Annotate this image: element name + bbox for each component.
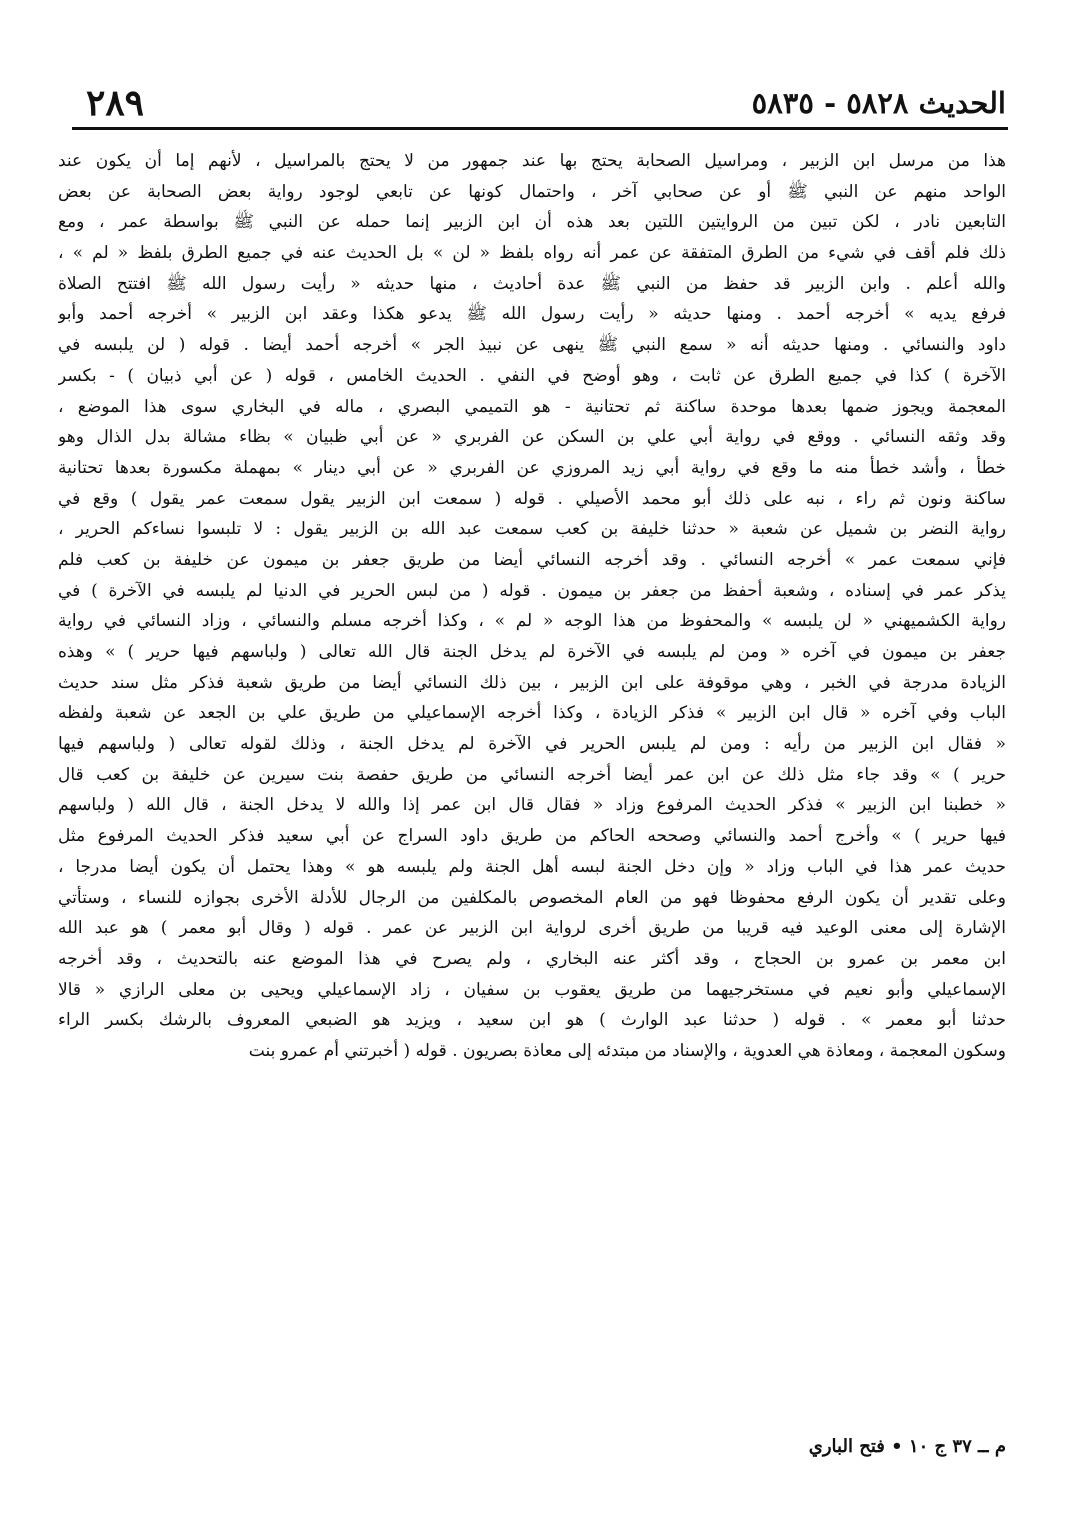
- text-line: حرير ) » وقد جاء مثل ذلك عن ابن عمر أيضا أخرجه النسائي من طريق حفصة بنت سيرين عن خليفة بن كعب قال: [58, 764, 1006, 785]
- text-line: رواية الكشميهني « لن يلبسه » والمحفوظ من هذا الوجه « لم » ، وكذا أخرجه مسلم والنسائي ، وزاد النسائي في رواية: [58, 611, 1006, 632]
- text-line: يذكر عمر في إسناده ، وشعبة أحفظ من جعفر بن ميمون . قوله ( من لبس الحرير في الدنيا لم يلبسه في الآخرة ) في: [58, 580, 1006, 601]
- text-line: والله أعلم . وابن الزبير قد حفظ من النبي ﷺ عدة أحاديث ، منها حديثه « رأيت رسول الله ﷺ افتتح الصلاة: [58, 273, 1006, 294]
- text-line: خطأ ، وأشد خطأ منه ما وقع في رواية أبي زيد المروزي عن الفربري « عن أبي دينار » بمهملة مكسورة بعدها تحتانية: [58, 457, 1006, 478]
- text-line: جعفر بن ميمون في آخره « ومن لم يلبسه في الآخرة لم يدخل الجنة قال الله تعالى ( ولباسهم فيها حرير ) » وهذه: [58, 642, 1006, 662]
- text-line: هذا من مرسل ابن الزبير ، ومراسيل الصحابة يحتج بها عند جمهور من لا يحتج بالمراسيل ، لأنهم إما أن يكون عند: [58, 151, 1006, 171]
- text-line: وسكون المعجمة ، ومعاذة هي العدوية ، والإسناد من مبتدئه إلى معاذة بصريون . قوله ( أخبرتني أم عمرو بنت: [248, 1040, 1006, 1061]
- text-line: فرفع يديه » أخرجه أحمد . ومنها حديثه « رأيت رسول الله ﷺ يدعو هكذا وعقد ابن الزبير » أخرجه أحمد وأبو: [58, 304, 1006, 325]
- text-line: ساكنة ونون ثم راء ، نبه على ذلك أبو محمد الأصيلي . قوله ( سمعت ابن الزبير يقول سمعت عمر يقول ) وقع في: [58, 488, 1006, 509]
- signature-mark: م ــ ٣٧ ج ١٠ • فتح الباري: [808, 1436, 1006, 1457]
- header-rule: [72, 127, 1008, 130]
- text-line: حديث عمر هذا في الباب وزاد « وإن دخل الجنة لبسه أهل الجنة ولم يلبسه هو » وهذا يحتمل أن يكون أيضا مدرجا ،: [58, 856, 1006, 877]
- text-line: ابن معمر بن عمرو بن الحجاج ، وقد أكثر عنه البخاري ، ولم يصرح في هذا الموضع عنه بالتحديث ، وقد أخرجه: [58, 948, 1006, 969]
- text-line: الإشارة إلى معنى الوعيد فيه قريبا من طريق أخرى لرواية ابن الزبير عن عمر . قوله ( وقال أبو معمر ) هو عبد الله: [58, 918, 1006, 939]
- text-line: رواية النضر بن شميل عن شعبة « حدثنا خليفة بن كعب سمعت عبد الله بن الزبير يقول : لا تلبسوا نساءكم الحرير ،: [58, 519, 1006, 540]
- page-number: ٢٨٩: [86, 82, 145, 124]
- text-line: داود والنسائي . ومنها حديثه أنه « سمع النبي ﷺ ينهى عن نبيذ الجر » أخرجه أحمد أيضا . قوله ( لن يلبسه في: [58, 335, 1006, 356]
- body-text: [58, 146, 1006, 1067]
- page-footer: [60, 1432, 1006, 1462]
- text-line: الإسماعيلي وأبو نعيم في مستخرجيهما من طريق يعقوب بن سفيان ، زاد الإسماعيلي ويحيى بن معلى الرازي « قالا: [58, 979, 1006, 1000]
- text-line: التابعين نادر ، لكن تبين من الروايتين اللتين بعد هذه أن ابن الزبير إنما حمله عن النبي ﷺ بواسطة عمر ، ومع: [58, 212, 1006, 233]
- page-header: [74, 82, 1006, 126]
- text-line: ذلك فلم أقف في شيء من الطرق المتفقة عن عمر أنه رواه بلفظ « لن » بل الحديث عنه في جميع الطرق بلفظ « لم » ،: [58, 243, 1006, 264]
- text-line: المعجمة ويجوز ضمها بعدها موحدة ساكنة ثم تحتانية - هو التميمي البصري ، ماله في البخاري سوى هذا الموضع ،: [58, 396, 1006, 417]
- text-line: فإني سمعت عمر » أخرجه النسائي . وقد أخرجه النسائي أيضا من طريق جعفر بن ميمون عن خليفة بن كعب فلم: [58, 549, 1006, 570]
- text-line: الباب وفي آخره « قال ابن الزبير » فذكر الزيادة ، وكذا أخرجه الإسماعيلي من طريق علي بن الجعد عن شعبة ولفظه: [58, 703, 1006, 724]
- text-line: « فقال ابن الزبير من رأيه : ومن لم يلبس الحرير في الآخرة لم يدخل الجنة ، وذلك لقوله تعالى ( ولباسهم فيها: [58, 734, 1006, 755]
- text-line: وعلى تقدير أن يكون الرفع محفوظا فهو من العام المخصوص بالمكلفين من الرجال للأدلة الأخرى بجوازه للنساء ، وستأتي: [58, 887, 1006, 908]
- text-line: فيها حرير ) » وأخرج أحمد والنسائي وصححه الحاكم من طريق داود السراج عن أبي سعيد فذكر الحديث المرفوع مثل: [58, 826, 1006, 847]
- running-head: الحديث ٥٨٢٨ - ٥٨٣٥: [751, 86, 1006, 120]
- text-line: الآخرة ) كذا في جميع الطرق عن ثابت ، وهو أوضح في النفي . الحديث الخامس ، قوله ( عن أبي ذبيان ) - بكسر: [58, 365, 1006, 386]
- text-line: الواحد منهم عن النبي ﷺ أو عن صحابي آخر ، واحتمال كونها عن تابعي لوجود رواية بعض الصحابة عن بعض: [58, 181, 1006, 202]
- text-line: وقد وثقه النسائي . ووقع في رواية أبي علي بن السكن عن الفربري « عن أبي ظبيان » بظاء مشالة بدل الذال وهو: [58, 427, 1006, 448]
- text-line: « خطبنا ابن الزبير » فذكر الحديث المرفوع وزاد « فقال قال ابن عمر إذا والله لا يدخل الجنة ، قال الله ( ولباسهم: [58, 795, 1006, 816]
- text-line: الزيادة مدرجة في الخبر ، وهي موقوفة على ابن الزبير ، بين ذلك النسائي أيضا من طريق شعبة فذكر مثل سند حديث: [58, 672, 1006, 693]
- text-line: حدثنا أبو معمر » . قوله ( حدثنا عبد الوارث ) هو ابن سعيد ، ويزيد هو الضبعي المعروف بالرشك بكسر الراء: [58, 1010, 1006, 1031]
